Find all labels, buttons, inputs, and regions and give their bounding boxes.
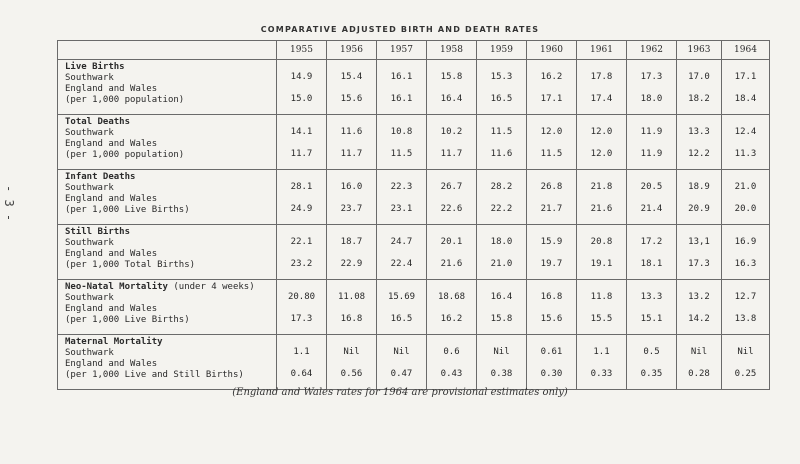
southwark-value: 17.2 <box>640 237 663 247</box>
row-label-england: England and Wales <box>65 359 158 369</box>
value-cell <box>677 115 722 170</box>
southwark-value: 10.2 <box>440 127 463 137</box>
row-label-unit: (per 1,000 Live Births) <box>65 315 190 325</box>
value-cell <box>377 170 427 225</box>
section-label <box>58 60 277 115</box>
value-cell <box>477 225 527 280</box>
england-wales-value: 22.4 <box>390 259 413 269</box>
southwark-value: 13.3 <box>640 292 663 302</box>
value-cell <box>327 225 377 280</box>
section-label <box>58 335 277 390</box>
southwark-value: 1.1 <box>293 347 310 357</box>
england-wales-value: 20.9 <box>688 204 710 214</box>
section-heading-text: Total Deaths <box>65 117 131 127</box>
england-wales-value: 18.4 <box>734 94 757 104</box>
southwark-value: Nil <box>737 347 754 357</box>
year-header: 1957 <box>377 41 427 60</box>
southwark-value: 10.8 <box>390 127 413 137</box>
england-wales-value: 15.1 <box>640 314 663 324</box>
value-cell <box>577 335 627 390</box>
value-cell <box>677 225 722 280</box>
value-cell <box>677 280 722 335</box>
rates-table <box>57 40 770 390</box>
value-cell <box>527 280 577 335</box>
england-wales-value: 24.9 <box>290 204 313 214</box>
southwark-value: Nil <box>493 347 510 357</box>
section-heading-text: Infant Deaths <box>65 172 136 182</box>
england-wales-value: 0.64 <box>290 369 313 379</box>
england-wales-value: 20.0 <box>734 204 757 214</box>
year-header: 1963 <box>677 41 722 60</box>
value-cell <box>477 60 527 115</box>
england-wales-value: 22.9 <box>340 259 363 269</box>
value-cell <box>677 335 722 390</box>
england-wales-value: 11.7 <box>290 149 313 159</box>
southwark-value: 20.5 <box>640 182 663 192</box>
section-heading-text: Neo-Natal Mortality <box>65 282 168 292</box>
southwark-value: 13.2 <box>688 292 710 302</box>
southwark-value: 16.4 <box>490 292 513 302</box>
england-wales-value: 19.1 <box>590 259 613 269</box>
section-label <box>58 115 277 170</box>
southwark-value: 14.9 <box>290 72 313 82</box>
section-row <box>58 115 770 170</box>
value-cell <box>577 60 627 115</box>
section-heading <box>65 337 276 348</box>
southwark-value: 18.9 <box>688 182 710 192</box>
row-label-england: England and Wales <box>65 84 158 94</box>
value-cell <box>277 225 327 280</box>
england-wales-value: 11.5 <box>390 149 413 159</box>
row-label-england: England and Wales <box>65 304 158 314</box>
section-row <box>58 280 770 335</box>
section-row <box>58 170 770 225</box>
england-wales-value: 0.25 <box>734 369 757 379</box>
southwark-value: 18.0 <box>490 237 513 247</box>
england-wales-value: 0.43 <box>440 369 463 379</box>
row-label-southwark: Southwark <box>65 183 114 193</box>
value-cell <box>677 60 722 115</box>
southwark-value: 26.7 <box>440 182 463 192</box>
row-label-southwark: Southwark <box>65 348 114 358</box>
southwark-value: 13.3 <box>688 127 710 137</box>
row-label-southwark: Southwark <box>65 128 114 138</box>
value-cell <box>477 170 527 225</box>
section-heading <box>65 282 276 293</box>
section-row <box>58 225 770 280</box>
southwark-value: 17.1 <box>734 72 757 82</box>
value-cell <box>722 225 770 280</box>
england-wales-value: 16.3 <box>734 259 757 269</box>
southwark-value: 20.80 <box>287 292 316 302</box>
value-cell <box>427 280 477 335</box>
england-wales-value: 0.38 <box>490 369 513 379</box>
value-cell <box>427 335 477 390</box>
england-wales-value: 0.30 <box>540 369 563 379</box>
england-wales-value: 21.6 <box>440 259 463 269</box>
southwark-value: 17.0 <box>688 72 710 82</box>
year-header: 1960 <box>527 41 577 60</box>
page-number: - 3 - <box>2 185 16 222</box>
row-label-southwark: Southwark <box>65 73 114 83</box>
value-cell <box>722 280 770 335</box>
england-wales-value: 11.7 <box>440 149 463 159</box>
value-cell <box>327 280 377 335</box>
value-cell <box>327 115 377 170</box>
section-heading-text: Live Births <box>65 62 125 72</box>
row-label-southwark: Southwark <box>65 293 114 303</box>
row-label-england: England and Wales <box>65 249 158 259</box>
southwark-value: 16.9 <box>734 237 757 247</box>
southwark-value: 0.5 <box>643 347 660 357</box>
southwark-value: Nil <box>343 347 360 357</box>
value-cell <box>477 280 527 335</box>
england-wales-value: 21.7 <box>540 204 563 214</box>
southwark-value: 15.69 <box>387 292 416 302</box>
england-wales-value: 21.0 <box>490 259 513 269</box>
value-cell <box>577 115 627 170</box>
value-cell <box>627 225 677 280</box>
southwark-value: 16.0 <box>340 182 363 192</box>
value-cell <box>427 170 477 225</box>
row-label-england: England and Wales <box>65 194 158 204</box>
southwark-value: 16.1 <box>390 72 413 82</box>
value-cell <box>327 60 377 115</box>
year-header: 1956 <box>327 41 377 60</box>
row-label-unit: (per 1,000 Live Births) <box>65 205 190 215</box>
southwark-value: 21.0 <box>734 182 757 192</box>
value-cell <box>722 335 770 390</box>
section-heading <box>65 172 276 183</box>
value-cell <box>677 170 722 225</box>
row-label-unit: (per 1,000 population) <box>65 95 185 105</box>
southwark-value: 12.7 <box>734 292 757 302</box>
england-wales-value: 18.2 <box>688 94 710 104</box>
southwark-value: 14.1 <box>290 127 313 137</box>
southwark-value: 15.8 <box>440 72 463 82</box>
section-heading-note: (under 4 weeks) <box>167 282 255 292</box>
england-wales-value: 11.3 <box>734 149 757 159</box>
southwark-value: 20.8 <box>590 237 613 247</box>
england-wales-value: 19.7 <box>540 259 563 269</box>
value-cell <box>377 60 427 115</box>
england-wales-value: 0.47 <box>390 369 413 379</box>
year-header: 1962 <box>627 41 677 60</box>
year-header: 1955 <box>277 41 327 60</box>
value-cell <box>377 280 427 335</box>
southwark-value: 0.6 <box>443 347 460 357</box>
southwark-value: 15.3 <box>490 72 513 82</box>
value-cell <box>527 60 577 115</box>
section-heading-text: Maternal Mortality <box>65 337 163 347</box>
england-wales-value: 14.2 <box>688 314 710 324</box>
southwark-value: 17.8 <box>590 72 613 82</box>
england-wales-value: 18.1 <box>640 259 663 269</box>
southwark-value: 16.2 <box>540 72 563 82</box>
row-label-unit: (per 1,000 population) <box>65 150 185 160</box>
southwark-value: 21.8 <box>590 182 613 192</box>
southwark-value: 22.3 <box>390 182 413 192</box>
southwark-value: 18.7 <box>340 237 363 247</box>
southwark-value: 22.1 <box>290 237 313 247</box>
value-cell <box>627 280 677 335</box>
value-cell <box>722 115 770 170</box>
value-cell <box>527 225 577 280</box>
england-wales-value: 15.8 <box>490 314 513 324</box>
row-label-unit: (per 1,000 Live and Still Births) <box>65 370 244 380</box>
southwark-value: 24.7 <box>390 237 413 247</box>
southwark-value: 15.4 <box>340 72 363 82</box>
value-cell <box>477 335 527 390</box>
southwark-value: 11.5 <box>490 127 513 137</box>
value-cell <box>527 115 577 170</box>
row-label-unit: (per 1,000 Total Births) <box>65 260 196 270</box>
southwark-value: 11.8 <box>590 292 613 302</box>
value-cell <box>427 60 477 115</box>
southwark-value: 11.6 <box>340 127 363 137</box>
year-header: 1961 <box>577 41 627 60</box>
value-cell <box>627 115 677 170</box>
england-wales-value: 17.3 <box>688 259 710 269</box>
england-wales-value: 11.9 <box>640 149 663 159</box>
england-wales-value: 15.6 <box>340 94 363 104</box>
england-wales-value: 17.4 <box>590 94 613 104</box>
england-wales-value: 23.7 <box>340 204 363 214</box>
year-header: 1964 <box>722 41 770 60</box>
southwark-value: 28.1 <box>290 182 313 192</box>
england-wales-value: 0.33 <box>590 369 613 379</box>
value-cell <box>427 225 477 280</box>
england-wales-value: 17.1 <box>540 94 563 104</box>
value-cell <box>427 115 477 170</box>
southwark-value: Nil <box>393 347 410 357</box>
england-wales-value: 0.28 <box>688 369 710 379</box>
value-cell <box>577 225 627 280</box>
value-cell <box>627 335 677 390</box>
value-cell <box>627 170 677 225</box>
england-wales-value: 16.4 <box>440 94 463 104</box>
england-wales-value: 22.2 <box>490 204 513 214</box>
value-cell <box>277 170 327 225</box>
southwark-value: 0.61 <box>540 347 563 357</box>
england-wales-value: 18.0 <box>640 94 663 104</box>
southwark-value: 1.1 <box>593 347 610 357</box>
england-wales-value: 11.7 <box>340 149 363 159</box>
england-wales-value: 16.5 <box>390 314 413 324</box>
value-cell <box>577 280 627 335</box>
section-label <box>58 225 277 280</box>
section-heading <box>65 62 276 73</box>
england-wales-value: 21.6 <box>590 204 613 214</box>
england-wales-value: 16.5 <box>490 94 513 104</box>
southwark-value: 11.08 <box>337 292 366 302</box>
england-wales-value: 23.1 <box>390 204 413 214</box>
value-cell <box>277 280 327 335</box>
southwark-value: 26.8 <box>540 182 563 192</box>
value-cell <box>722 170 770 225</box>
southwark-value: 12.0 <box>540 127 563 137</box>
value-cell <box>627 60 677 115</box>
value-cell <box>527 170 577 225</box>
southwark-value: 18.68 <box>437 292 466 302</box>
england-wales-value: 11.6 <box>490 149 513 159</box>
value-cell <box>527 335 577 390</box>
value-cell <box>722 60 770 115</box>
england-wales-value: 0.56 <box>340 369 363 379</box>
southwark-value: 15.9 <box>540 237 563 247</box>
section-heading <box>65 117 276 128</box>
section-heading-text: Still Births <box>65 227 131 237</box>
value-cell <box>277 115 327 170</box>
year-header-row <box>58 41 770 60</box>
england-wales-value: 16.8 <box>340 314 363 324</box>
section-label <box>58 280 277 335</box>
value-cell <box>477 115 527 170</box>
england-wales-value: 12.0 <box>590 149 613 159</box>
value-cell <box>327 335 377 390</box>
value-cell <box>377 225 427 280</box>
england-wales-value: 11.5 <box>540 149 563 159</box>
england-wales-value: 15.0 <box>290 94 313 104</box>
row-label-southwark: Southwark <box>65 238 114 248</box>
england-wales-value: 17.3 <box>290 314 313 324</box>
year-header: 1959 <box>477 41 527 60</box>
england-wales-value: 13.8 <box>734 314 757 324</box>
page-title: COMPARATIVE ADJUSTED BIRTH AND DEATH RATES <box>260 25 540 34</box>
southwark-value: 11.9 <box>640 127 663 137</box>
england-wales-value: 23.2 <box>290 259 313 269</box>
row-label-england: England and Wales <box>65 139 158 149</box>
england-wales-value: 12.2 <box>688 149 710 159</box>
southwark-value: 17.3 <box>640 72 663 82</box>
footnote: (England and Wales rates for 1964 are provisional estimates only) <box>232 387 568 398</box>
southwark-value: Nil <box>690 347 708 357</box>
value-cell <box>327 170 377 225</box>
england-wales-value: 16.1 <box>390 94 413 104</box>
southwark-value: 13,1 <box>688 237 710 247</box>
value-cell <box>277 335 327 390</box>
england-wales-value: 0.35 <box>640 369 663 379</box>
year-header: 1958 <box>427 41 477 60</box>
value-cell <box>377 335 427 390</box>
england-wales-value: 21.4 <box>640 204 663 214</box>
england-wales-value: 22.6 <box>440 204 463 214</box>
value-cell <box>577 170 627 225</box>
southwark-value: 12.4 <box>734 127 757 137</box>
southwark-value: 20.1 <box>440 237 463 247</box>
southwark-value: 16.8 <box>540 292 563 302</box>
southwark-value: 28.2 <box>490 182 513 192</box>
corner-cell <box>58 41 277 60</box>
southwark-value: 12.0 <box>590 127 613 137</box>
value-cell <box>377 115 427 170</box>
england-wales-value: 16.2 <box>440 314 463 324</box>
value-cell <box>277 60 327 115</box>
section-heading <box>65 227 276 238</box>
section-row <box>58 335 770 390</box>
england-wales-value: 15.5 <box>590 314 613 324</box>
section-label <box>58 170 277 225</box>
section-row <box>58 60 770 115</box>
england-wales-value: 15.6 <box>540 314 563 324</box>
